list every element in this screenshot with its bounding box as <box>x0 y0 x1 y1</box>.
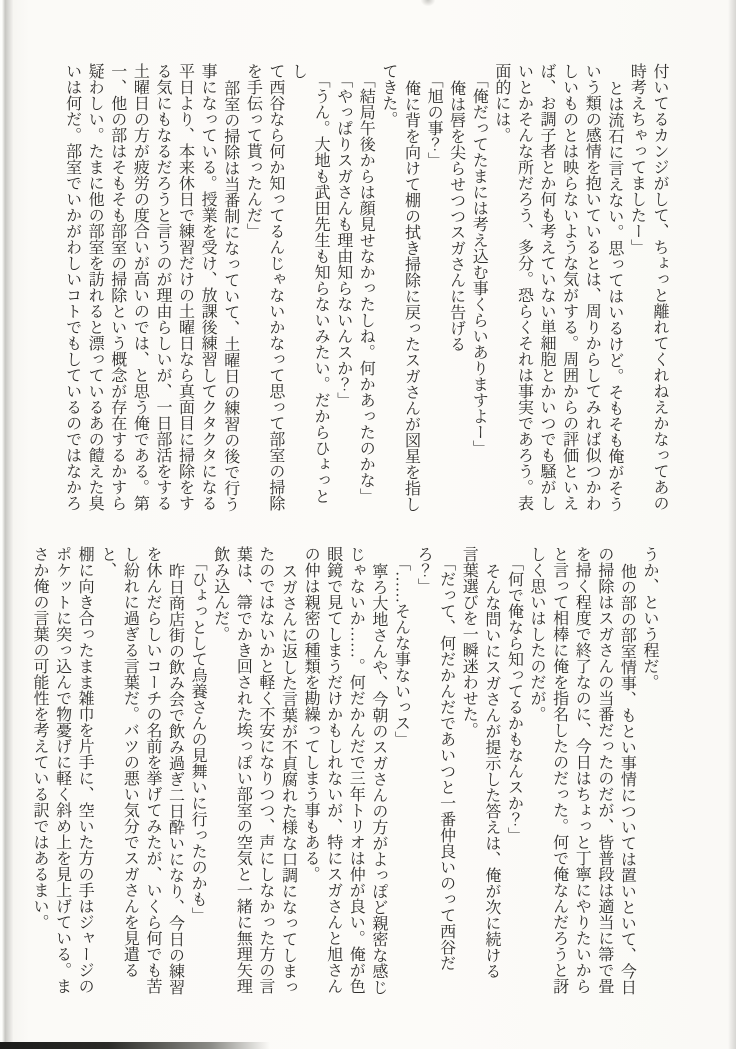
text-column: 「ひょっとして烏養さんの見舞いに行ったのかも」 <box>189 555 207 923</box>
text-column: 俺は唇を尖らせつつスガさんに告げる <box>447 80 465 352</box>
text-column: しいものとは映らないような気がする。周囲からの評価といえ <box>560 63 578 511</box>
text-column: 面的には。 <box>492 63 510 143</box>
text-column: 棚に向き合ったまま雑巾を片手に、空いた方の手はジャージの <box>76 546 94 994</box>
text-column: 寧ろ大地さんや、今朝のスガさんの方がよっぽど親密な感じ <box>369 563 387 995</box>
upper-text-block <box>63 63 670 515</box>
text-column: 「やっぱりスガさんも理由知らないんスか？」 <box>334 72 352 408</box>
text-column: 「だって、何だかんだであいつと一番仲良いのって西谷だろ？」 <box>415 546 455 971</box>
scan-speck-top <box>421 0 435 6</box>
text-column: と言って相棒に俺を指名したのだった。何で俺なんだろうと訝 <box>550 546 568 994</box>
text-column: じゃないか……。何だかんだで三年トリオは仲が良い。俺が色 <box>347 546 365 994</box>
text-column: さか俺の言葉の可能性を考えている訳ではあるまい。 <box>30 546 48 930</box>
text-column: 平日より、本来休日で練習だけの土曜日なら真面目に掃除をす <box>176 63 194 511</box>
text-column: 「何で俺なら知ってるかもなんスか？」 <box>505 555 523 843</box>
scan-edge-shadow-left <box>0 0 13 1049</box>
text-column: しく思いはしたのだが。 <box>528 546 546 722</box>
scan-mark-bottom-left <box>0 1042 270 1049</box>
lower-text-block <box>30 546 660 998</box>
text-column: 俺に背を向けて棚の拭き掃除に戻ったスガさんが図星を指し <box>402 80 420 512</box>
text-column: 「……そんな事ないっス」 <box>392 555 410 747</box>
text-column: 付いてるカンジがして、ちょっと離れてくれねえかなってあの <box>651 63 668 511</box>
text-column: 「俺だってたまには考え込む事くらいありますよー」 <box>470 72 488 456</box>
text-column: 土曜日の方が疲労の度合いが高いのでは、と思う俺である。第 <box>131 63 149 511</box>
text-column: 「旭の事？」 <box>425 72 443 168</box>
text-column: とは流石に言えない。思ってはいるけど。そもそも俺がそう <box>605 80 623 512</box>
text-column: たのではないかと軽く不安になりつつ、声にしなかった方の言 <box>256 546 274 994</box>
text-column: ば、お調子者とか何も考えていない単細胞とかいつでも騒がし <box>538 63 556 511</box>
text-column: を掃く程度で終了なのに、今日はちょっと丁寧にやりたいから <box>573 546 591 994</box>
text-column: し紛れに過ぎる言葉だ。バツの悪い気分でスガさんを見遣ると、 <box>98 546 139 978</box>
text-column: 昨日商店街の飲み会で飲み過ぎ二日酔いになり、今日の練習 <box>166 563 184 995</box>
text-column: 葉は、箒でかき回された埃っぽい部室の空気と一緒に無理矢理 <box>234 546 252 994</box>
text-column: うか、という程だ。 <box>641 546 658 690</box>
text-column: いは何だ。部室でいかがわしいコトでもしているのではなかろ <box>63 63 81 511</box>
text-column: 部室の掃除は当番制になっていて、土曜日の練習の後で行う <box>221 80 239 512</box>
text-column: る気にもなるだろうと言うのが理由らしいが、一日部活をする <box>153 63 171 511</box>
text-column: 他の部の部室情事、もとい事情については置いといて、今日 <box>618 563 636 995</box>
text-column: を手伝って貰ったんだ」 <box>244 63 262 239</box>
text-column: 一、他の部はそもそも部室の掃除という概念が存在するかすら <box>108 63 126 511</box>
text-column: の仲は親密の種類を勘繰ってしまう事もある。 <box>302 546 320 882</box>
text-column: を休んだらしいコーチの名前を挙げてみたが、いくら何でも苦 <box>143 546 161 994</box>
text-column: てきた。 <box>379 63 397 127</box>
text-column: 言葉選びを一瞬迷わせた。 <box>460 546 478 738</box>
text-column: スガさんに返した言葉が不貞腐れた様な口調になってしまっ <box>279 563 297 995</box>
scan-edge-shadow-right <box>728 0 736 1049</box>
text-column: ポケットに突っ込んで物憂げに軽く斜め上を見上げている。ま <box>53 546 71 994</box>
text-column: 事になっている。授業を受け、放課後練習してクタクタになる <box>199 63 217 511</box>
text-column: て西谷なら何か知ってるんじゃないかなって思って部室の掃除 <box>266 63 284 511</box>
text-column: 「結局午後からは顔見せなかったしね。何かあったのかな」 <box>357 72 375 504</box>
text-column: 疑わしい。たまに他の部室を訪れると漂っているあの饐えた臭 <box>86 63 104 511</box>
text-column: 眼鏡で見てしまうだけかもしれないが、特にスガさんと旭さん <box>324 546 342 994</box>
text-column: 時考えちゃってましたー」 <box>628 63 646 255</box>
text-column: いう類の感情を抱いているとは、周りからしてみれば似つかわ <box>583 63 601 511</box>
text-column: 飲み込んだ。 <box>211 546 229 642</box>
text-column: の掃除はスガさんの当番だったのだが、皆普段は適当に箒で畳 <box>595 546 613 994</box>
text-column: 「うん。大地も武田先生も知らないみたい。だからひょっとし <box>289 63 330 504</box>
text-column: そんな問いにスガさんが提示した答えは、俺が次に続ける <box>482 563 500 979</box>
text-column: いとかそんな所だろう、多分。恐らくそれは事実であろう。表 <box>515 63 533 511</box>
